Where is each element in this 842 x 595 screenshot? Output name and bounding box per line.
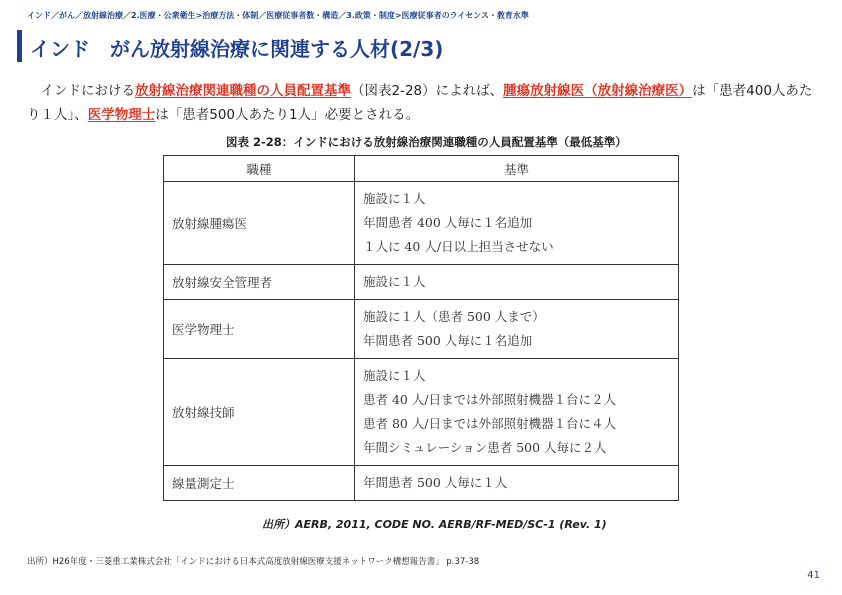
body-text-post: は「患者500人あたり1人」必要とされる。 [155, 107, 420, 123]
body-text-mid1: （図表2-28）によれば、 [351, 83, 504, 99]
criteria-cell [355, 300, 679, 359]
criteria-cell [355, 265, 679, 300]
role-cell: 放射線腫瘍医 [164, 182, 355, 265]
criteria-line: １人に 40 人/日以上担当させない [363, 239, 554, 254]
criteria-line: 施設に１人（患者 500 人まで） [363, 309, 545, 324]
criteria-line: 年間シミュレーション患者 500 人毎に２人 [363, 440, 607, 455]
table-row [164, 300, 679, 359]
breadcrumb: インド／がん／放射線治療／2.医療・公衆衛生>治療方法・体制／医療従事者数・構造／3.政策・制度>医療従事者のライセンス・教育水準 [27, 11, 529, 20]
header-criteria: 基準 [355, 156, 679, 182]
criteria-line: 施設に１人 [363, 191, 426, 206]
body-text-mid2: は「患者400人あたり１人」、 [27, 83, 813, 123]
staffing-standards-table [163, 155, 679, 501]
role-cell: 放射線技師 [164, 359, 355, 466]
page-title: インド がん放射線治療に関連する人材(2/3) [30, 37, 444, 61]
role-cell: 放射線安全管理者 [164, 265, 355, 300]
criteria-line: 施設に１人 [363, 368, 426, 383]
title-accent-bar [17, 30, 22, 62]
page-number: 41 [807, 570, 820, 581]
table-row [164, 182, 679, 265]
table-row [164, 359, 679, 466]
footer-source: 出所）H26年度・三菱重工業株式会社「インドにおける日本式高度放射線医療支援ネットワーク構想報告書」 p.37-38 [27, 557, 480, 567]
criteria-line: 年間患者 400 人毎に１名追加 [363, 215, 533, 230]
criteria-cell [355, 466, 679, 501]
header-role: 職種 [164, 156, 355, 182]
highlight-medical-physicist: 医学物理士 [87, 107, 156, 123]
criteria-line: 患者 40 人/日までは外部照射機器１台に２人 [363, 392, 617, 407]
highlight-radiation-oncologist: 腫瘍放射線医（放射線治療医） [503, 83, 693, 99]
criteria-line: 施設に１人 [363, 274, 426, 289]
criteria-line: 年間患者 500 人毎に１名追加 [363, 333, 533, 348]
criteria-cell [355, 182, 679, 265]
figure-caption: 図表 2-28：インドにおける放射線治療関連職種の人員配置基準（最低基準） [226, 135, 627, 149]
body-paragraph [27, 79, 822, 127]
highlight-staffing-standard: 放射線治療関連職種の人員配置基準 [135, 83, 351, 99]
criteria-cell [355, 359, 679, 466]
criteria-line: 患者 80 人/日までは外部照射機器１台に４人 [363, 416, 617, 431]
table-row [164, 265, 679, 300]
table-row [164, 466, 679, 501]
criteria-line: 年間患者 500 人毎に１人 [363, 475, 508, 490]
role-cell: 医学物理士 [164, 300, 355, 359]
table-header-row [164, 156, 679, 182]
role-cell: 線量測定士 [164, 466, 355, 501]
body-text-pre: インドにおける [40, 83, 135, 99]
figure-source: 出所）AERB, 2011, CODE NO. AERB/RF-MED/SC-1 (Rev. 1) [262, 518, 607, 531]
